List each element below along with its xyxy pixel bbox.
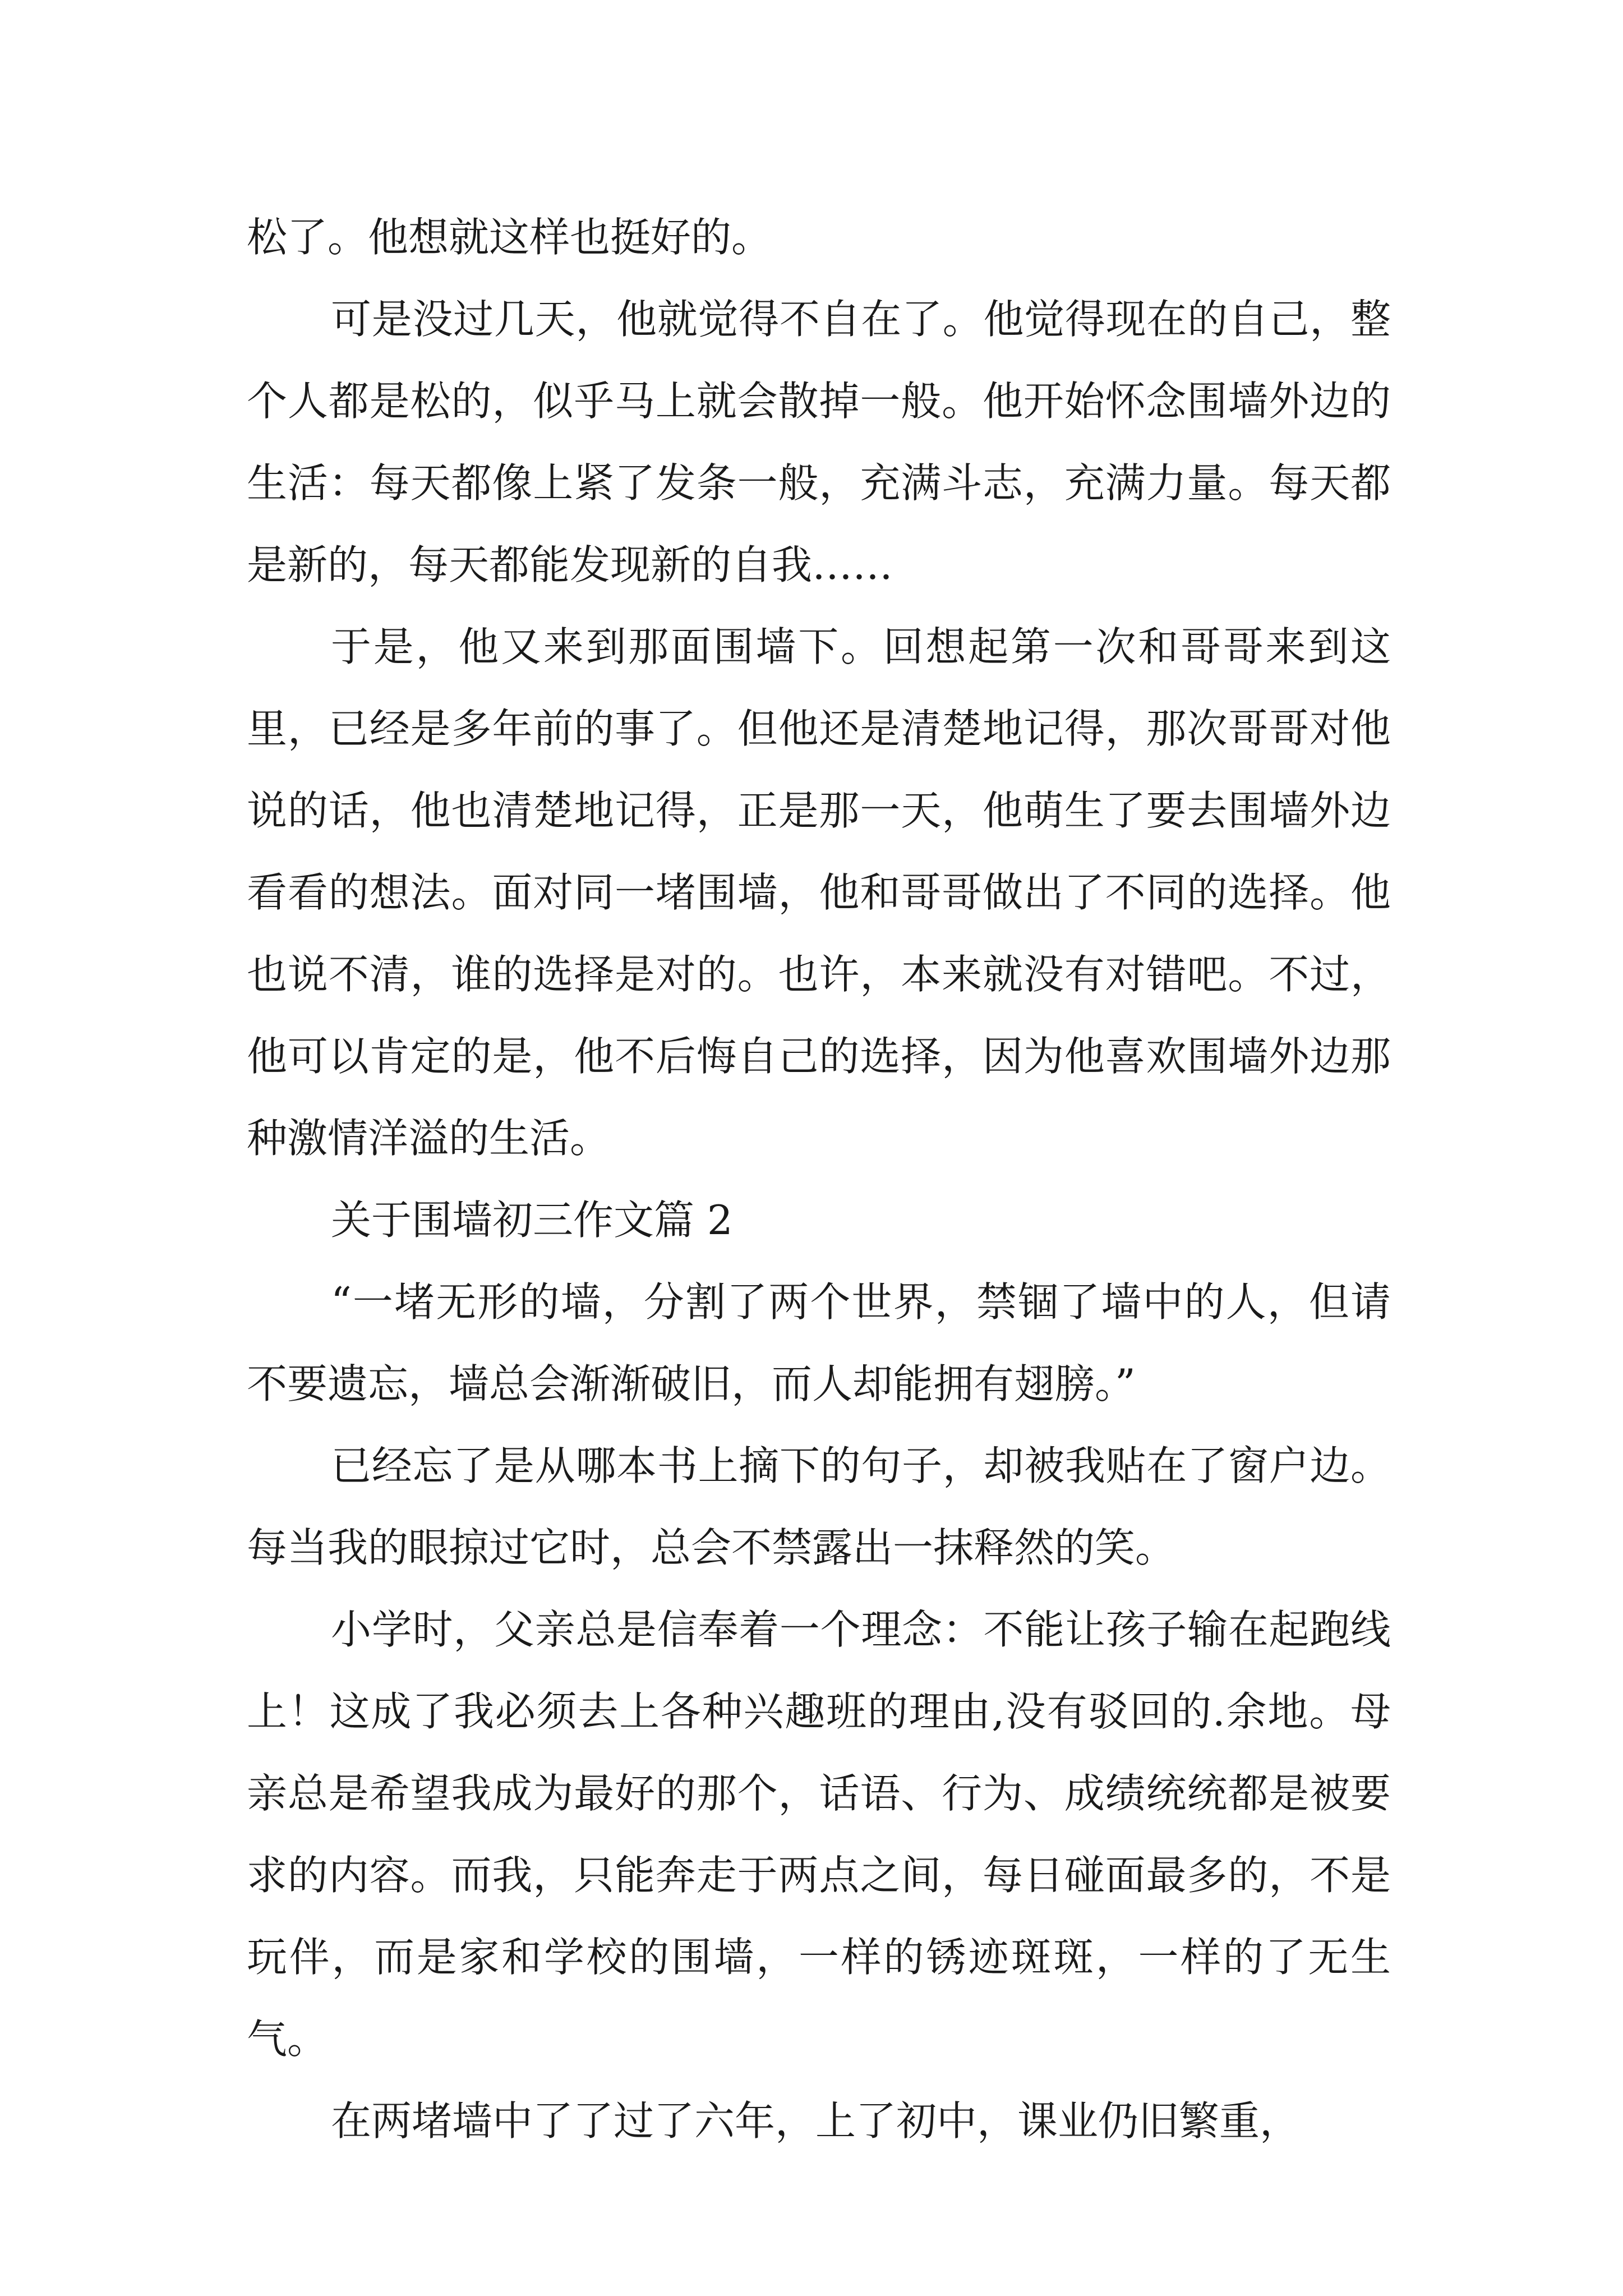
paragraph: 于是，他又来到那面围墙下。回想起第一次和哥哥来到这里，已经是多年前的事了。但他还是清楚地记得，那次哥哥对他说的话，他也清楚地记得，正是那一天，他萌生了要去围墙外边看看的想法。面对同一堵围墙，他和哥哥做出了不同的选择。他也说不清，谁的选择是对的。也许，本来就没有对错吧。不过，他可以肯定的是，他不后悔自己的选择，因为他喜欢围墙外边那种激情洋溢的生活。 bbox=[247, 623, 1391, 1162]
paragraph: 可是没过几天，他就觉得不自在了。他觉得现在的自己，整个人都是松的，似乎马上就会散掉一般。他开始怀念围墙外边的生活：每天都像上紧了发条一般，充满斗志，充满力量。每天都是新的，每天都能发现新的自我…… bbox=[247, 296, 1391, 588]
document-body bbox=[247, 196, 1391, 2162]
paragraph-continuation: 松了。他想就这样也挺好的。 bbox=[247, 214, 772, 261]
paragraph: 小学时，父亲总是信奉着一个理念：不能让孩子输在起跑线上！这成了我必须去上各种兴趣班的理由,没有驳回的.余地。母亲总是希望我成为最好的那个，话语、行为、成绩统统都是被要求的内容。而我，只能奔走于两点之间，每日碰面最多的，不是玩伴，而是家和学校的围墙，一样的锈迹斑斑，一样的了无生气。 bbox=[247, 1606, 1391, 2063]
paragraph: 已经忘了是从哪本书上摘下的句子，却被我贴在了窗户边。每当我的眼掠过它时，总会不禁露出一抹释然的笑。 bbox=[247, 1442, 1391, 1571]
paragraph: 在两堵墙中了了过了六年，上了初中，课业仍旧繁重， bbox=[331, 2097, 1301, 2145]
quote-paragraph: “一堵无形的墙，分割了两个世界，禁锢了墙中的人，但请不要遗忘，墙总会渐渐破旧，而人却能拥有翅膀。” bbox=[247, 1278, 1391, 1407]
section-heading: 关于围墙初三作文篇 2 bbox=[331, 1197, 733, 1244]
